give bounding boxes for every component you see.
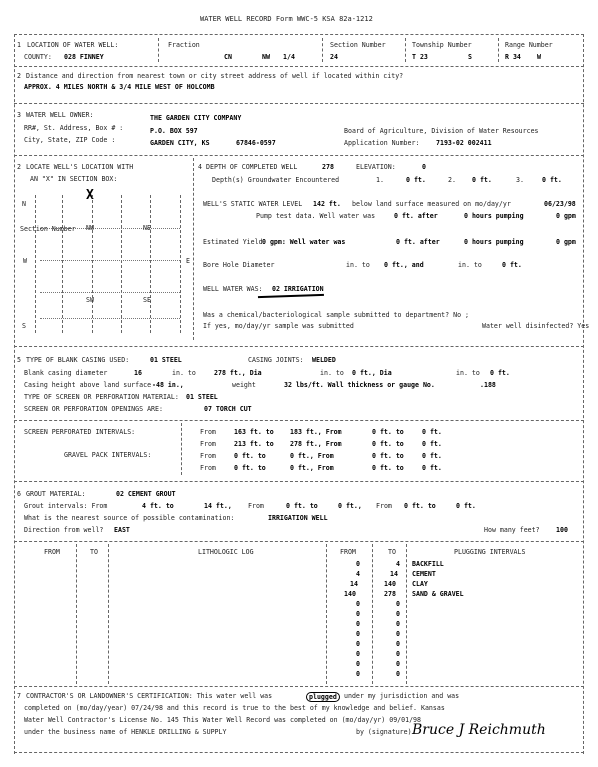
contamination-label: What is the nearest source of possible contamination:: [24, 514, 235, 522]
application-value: 7193-02 002411: [436, 139, 492, 147]
plug-to-cell: 278: [384, 590, 396, 598]
interval-to-2: 0 ft.: [422, 452, 442, 460]
height-label: Casing height above land surface: [24, 381, 152, 389]
joints-value: WELDED: [312, 356, 336, 364]
grid-line: [62, 195, 63, 333]
address-label: RR#, St. Address, Box # :: [24, 124, 124, 132]
divider: [14, 346, 584, 347]
plug-to-cell: 4: [396, 560, 400, 568]
owner-value: THE GARDEN CITY COMPANY: [150, 114, 242, 122]
certification-line-2: completed on (mo/day/year) 07/24/98 and this record is true to the best of my knowledge and belief. Kansas: [24, 704, 445, 712]
interval-from-value: 163 ft. to: [234, 428, 274, 436]
how-many-feet-label: How many feet?: [484, 526, 540, 534]
screen-type-value: 01 STEEL: [186, 393, 218, 401]
range-direction: W: [537, 53, 541, 61]
address-value: P.O. BOX 597: [150, 127, 198, 135]
yield-feet: 0 ft. after: [396, 238, 440, 246]
plug-to-cell: 140: [384, 580, 396, 588]
range-value: R 34: [505, 53, 521, 61]
grid-line: [40, 292, 180, 293]
joints-label: CASING JOINTS:: [248, 356, 304, 364]
plug-from-cell: 0: [356, 620, 360, 628]
chem-sample-date-label: If yes, mo/day/yr sample was submitted: [203, 322, 354, 330]
casing-value: 01 STEEL: [150, 356, 182, 364]
interval-from: From: [200, 428, 216, 436]
county-value: 028 FINNEY: [64, 53, 104, 61]
certification-line-1: CONTRACTOR'S OR LANDOWNER'S CERTIFICATION: This water well was: [26, 692, 273, 700]
disinfected-label: Water well disinfected? Yes: [482, 322, 590, 330]
section-number: 2: [17, 163, 21, 171]
grid-west-label: W: [23, 257, 27, 265]
divider: [14, 686, 584, 687]
contamination-value: IRRIGATION WELL: [268, 514, 328, 522]
divider: [158, 38, 159, 62]
grid-line: [35, 195, 36, 333]
diameter-value: 16: [134, 369, 142, 377]
bore-depth-1: 0 ft., and: [384, 261, 424, 269]
log-from-header: FROM: [44, 548, 60, 556]
township-value: T 23: [412, 53, 428, 61]
signature: Bruce J Reichmuth: [412, 722, 546, 738]
grid-line: [40, 260, 180, 261]
weight-label: weight: [232, 381, 256, 389]
signature-label: by (signature): [356, 728, 412, 736]
plug-description-cell: BACKFILL: [412, 560, 444, 568]
locate-label-2: AN "X" IN SECTION BOX:: [30, 175, 118, 183]
section-number: 6: [17, 490, 21, 498]
section-number: 3: [17, 111, 21, 119]
interval-to-value: 183 ft., From: [290, 428, 342, 436]
pump-test-gpm: 0 gpm: [556, 212, 576, 220]
interval-to-2: 0 ft.: [422, 440, 442, 448]
plug-to-cell: 0: [396, 600, 400, 608]
owner-label: WATER WELL OWNER:: [26, 111, 94, 119]
how-many-feet-value: 100: [556, 526, 568, 534]
direction-value: EAST: [114, 526, 130, 534]
diameter-depth: 278 ft., Dia: [214, 369, 262, 377]
elevation-value: 0: [422, 163, 426, 171]
location-mark-x: X: [86, 188, 94, 203]
divider: [14, 34, 584, 35]
grout-from-1: 4 ft. to: [142, 502, 174, 510]
lithologic-log-header: LITHOLOGIC LOG: [198, 548, 254, 556]
groundwater-3-num: 3.: [516, 176, 524, 184]
plug-from-cell: 0: [356, 610, 360, 618]
board-label: Board of Agriculture, Division of Water Resources: [344, 127, 539, 135]
yield-hours: 0 hours pumping: [464, 238, 524, 246]
section-number: 1: [17, 41, 21, 49]
plug-to-cell: 0: [396, 620, 400, 628]
location-label: LOCATION OF WATER WELL:: [27, 41, 119, 49]
left-border: [14, 34, 15, 754]
gauge-value: .188: [480, 381, 496, 389]
county-label: COUNTY:: [24, 53, 52, 61]
city-value: GARDEN CITY, KS: [150, 139, 210, 147]
static-level-date: 06/23/98: [544, 200, 576, 208]
screen-type-label: TYPE OF SCREEN OR PERFORATION MATERIAL:: [24, 393, 179, 401]
divider: [14, 66, 584, 67]
yield-label: Estimated Yield: [203, 238, 263, 246]
interval-from: From: [200, 452, 216, 460]
groundwater-label: Depth(s) Groundwater Encountered: [212, 176, 340, 184]
plug-to-cell: 0: [396, 650, 400, 658]
diameter-3-depth: 0 ft.: [490, 369, 510, 377]
plug-from-cell: 0: [356, 600, 360, 608]
water-use-value: 02 IRRIGATION: [272, 285, 324, 293]
grid-line: [92, 195, 93, 333]
certification-line-4: under the business name of HENKLE DRILLING & SUPPLY: [24, 728, 227, 736]
grid-south-label: S: [22, 322, 26, 330]
column-divider: [108, 544, 109, 684]
bore-inches-2: in. to: [458, 261, 482, 269]
height-value: -48 in.,: [152, 381, 184, 389]
groundwater-2: 0 ft.: [472, 176, 492, 184]
divider: [14, 481, 584, 482]
section-number: 4: [198, 163, 202, 171]
plug-from-cell: 0: [356, 640, 360, 648]
interval-from-2: 0 ft. to: [372, 464, 404, 472]
water-use-label: WELL WATER WAS:: [203, 285, 263, 293]
grout-from-2: 0 ft. to: [286, 502, 318, 510]
interval-to-2: 0 ft.: [422, 428, 442, 436]
interval-from: From: [200, 464, 216, 472]
plugged-circled: plugged: [306, 692, 340, 702]
grid-line: [150, 195, 151, 333]
depth-label: DEPTH OF COMPLETED WELL: [206, 163, 298, 171]
divider: [14, 103, 584, 104]
static-level-text: below land surface measured on mo/day/yr: [352, 200, 511, 208]
distance-value: APPROX. 4 MILES NORTH & 3/4 MILE WEST OF HOLCOMB: [24, 83, 215, 91]
form-title: WATER WELL RECORD Form WWC-5 KSA 82a-1212: [200, 15, 373, 23]
section-number-label: Section Number: [330, 41, 386, 49]
locate-label: LOCATE WELL'S LOCATION WITH: [26, 163, 134, 171]
right-border: [583, 34, 584, 754]
grout-to-2: 0 ft.,: [338, 502, 362, 510]
section-number: 2: [17, 72, 21, 80]
plug-to-cell: 0: [396, 640, 400, 648]
certification-line-3: Water Well Contractor's License No. 145 This Water Well Record was completed on (mo/day/yr) 09/01/98: [24, 716, 421, 724]
section-number: 5: [17, 356, 21, 364]
groundwater-1-num: 1.: [376, 176, 384, 184]
quadrant-se: SE: [143, 296, 151, 304]
plug-from-cell: 0: [356, 660, 360, 668]
interval-to-value: 0 ft., From: [290, 452, 334, 460]
plug-from-cell: 4: [356, 570, 360, 578]
township-label: Township Number: [412, 41, 472, 49]
grid-north-label: N: [22, 200, 26, 208]
plug-description-cell: SAND & GRAVEL: [412, 590, 464, 598]
static-level-value: 142 ft.: [313, 200, 341, 208]
bore-inches-1: in. to: [346, 261, 370, 269]
grout-label: GROUT MATERIAL:: [26, 490, 86, 498]
weight-value: 32 lbs/ft. Wall thickness or gauge No.: [284, 381, 435, 389]
divider: [14, 752, 584, 753]
section-value: 24: [330, 53, 338, 61]
divider: [14, 155, 584, 156]
plug-description-cell: CLAY: [412, 580, 428, 588]
section-number: 7: [17, 692, 21, 700]
interval-from-value: 0 ft. to: [234, 464, 266, 472]
diameter-3-to: in. to: [456, 369, 480, 377]
yield-value: 0 gpm: Well water was: [262, 238, 346, 246]
direction-label: Direction from well?: [24, 526, 104, 534]
pump-test-feet: 0 ft. after: [394, 212, 438, 220]
distance-label: Distance and direction from nearest town or city street address of well if located within city?: [26, 72, 404, 80]
interval-from-2: 0 ft. to: [372, 440, 404, 448]
plug-to-cell: 0: [396, 670, 400, 678]
plug-description-cell: CEMENT: [412, 570, 436, 578]
quadrant-nw: NW: [86, 224, 94, 232]
column-divider: [326, 544, 327, 684]
underline-mark: [258, 294, 324, 301]
divider: [498, 38, 499, 62]
grout-to-3: 0 ft.: [456, 502, 476, 510]
interval-from-value: 0 ft. to: [234, 452, 266, 460]
quarter-1: CN: [224, 53, 232, 61]
plug-from-cell: 0: [356, 630, 360, 638]
groundwater-1: 0 ft.: [406, 176, 426, 184]
divider: [14, 420, 584, 421]
township-direction: S: [468, 53, 472, 61]
bore-depth-2: 0 ft.: [502, 261, 522, 269]
elevation-label: ELEVATION:: [356, 163, 396, 171]
city-label: City, State, ZIP Code :: [24, 136, 116, 144]
plug-from-cell: 0: [356, 670, 360, 678]
divider: [405, 38, 406, 62]
divider: [14, 541, 584, 542]
groundwater-3: 0 ft.: [542, 176, 562, 184]
interval-to-2: 0 ft.: [422, 464, 442, 472]
plug-from-cell: 140: [344, 590, 356, 598]
grout-from-label-2: From: [248, 502, 264, 510]
plug-from-cell: 14: [350, 580, 358, 588]
grout-value: 02 CEMENT GROUT: [116, 490, 176, 498]
plug-to-cell: 0: [396, 630, 400, 638]
plug-to-header: TO: [388, 548, 396, 556]
grout-to-1: 14 ft.,: [204, 502, 232, 510]
plugging-intervals-header: PLUGGING INTERVALS: [454, 548, 526, 556]
grout-from-3: 0 ft. to: [404, 502, 436, 510]
column-divider: [76, 544, 77, 684]
diameter-2-to: in. to: [320, 369, 344, 377]
grid-east-label: E: [186, 257, 190, 265]
static-level-label: WELL'S STATIC WATER LEVEL: [203, 200, 303, 208]
casing-label: TYPE OF BLANK CASING USED:: [26, 356, 130, 364]
divider: [322, 38, 323, 62]
interval-from-2: 0 ft. to: [372, 452, 404, 460]
diameter-label: Blank casing diameter: [24, 369, 108, 377]
plug-from-cell: 0: [356, 650, 360, 658]
grid-line: [180, 195, 181, 333]
application-label: Application Number:: [344, 139, 420, 147]
interval-to-value: 0 ft., From: [290, 464, 334, 472]
column-divider: [372, 544, 373, 684]
grout-intervals-label: Grout intervals: From: [24, 502, 108, 510]
chem-sample-label: Was a chemical/bacteriological sample submitted to department? No ;: [203, 311, 469, 319]
quarter-2: NW: [262, 53, 270, 61]
openings-value: 07 TORCH CUT: [204, 405, 252, 413]
grid-line: [40, 318, 180, 319]
grout-from-label-3: From: [376, 502, 392, 510]
diameter-to: in. to: [172, 369, 196, 377]
quarter-3: 1/4: [283, 53, 295, 61]
quadrant-ne: NE: [143, 224, 151, 232]
openings-label: SCREEN OR PERFORATION OPENINGS ARE:: [24, 405, 163, 413]
groundwater-2-num: 2.: [448, 176, 456, 184]
interval-from-value: 213 ft. to: [234, 440, 274, 448]
plug-from-header: FROM: [340, 548, 356, 556]
bore-label: Bore Hole Diameter: [203, 261, 275, 269]
interval-to-value: 278 ft., From: [290, 440, 342, 448]
grid-line: [121, 195, 122, 333]
zip-value: 67846-0597: [236, 139, 276, 147]
plug-to-cell: 0: [396, 610, 400, 618]
grid-tick: Section Number: [20, 225, 76, 233]
range-label: Range Number: [505, 41, 553, 49]
quadrant-sw: SW: [86, 296, 94, 304]
plug-to-cell: 0: [396, 660, 400, 668]
pump-test-hours: 0 hours pumping: [464, 212, 524, 220]
divider: [181, 423, 182, 475]
log-to-header: TO: [90, 548, 98, 556]
plug-to-cell: 14: [390, 570, 398, 578]
divider: [193, 158, 194, 340]
interval-from-2: 0 ft. to: [372, 428, 404, 436]
plug-from-cell: 0: [356, 560, 360, 568]
yield-gpm: 0 gpm: [556, 238, 576, 246]
interval-from: From: [200, 440, 216, 448]
gravel-pack-label: GRAVEL PACK INTERVALS:: [64, 451, 152, 459]
certification-line-1b: under my jurisdiction and was: [344, 692, 460, 700]
depth-value: 278: [322, 163, 334, 171]
perforated-intervals-label: SCREEN PERFORATED INTERVALS:: [24, 428, 136, 436]
column-divider: [406, 544, 407, 684]
pump-test-label: Pump test data. Well water was: [256, 212, 376, 220]
fraction-label: Fraction: [168, 41, 200, 49]
diameter-2-depth: 0 ft., Dia: [352, 369, 392, 377]
